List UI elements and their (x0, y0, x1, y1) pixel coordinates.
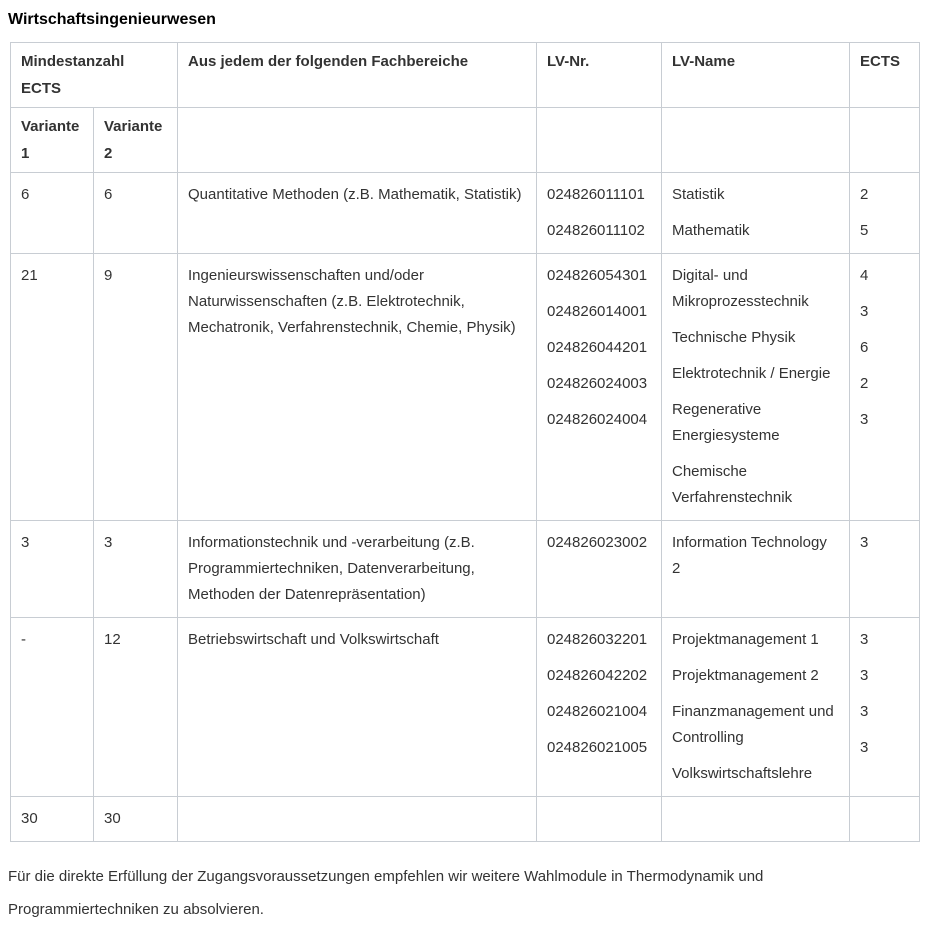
header-variante-1: Variante 1 (11, 108, 94, 173)
cell-variante-1: - (11, 618, 94, 797)
table-row (11, 618, 920, 797)
empty-cell (850, 797, 920, 842)
ects-value: 3 (860, 534, 869, 551)
lv-name-value: Projektmanagement 2 (672, 667, 819, 684)
cell-variante-1: 21 (11, 254, 94, 521)
empty-cell (662, 108, 850, 173)
empty-cell (537, 108, 662, 173)
lv-name-value: Regenerative Energiesysteme (672, 401, 780, 444)
lv-name-value: Chemische Verfahrenstechnik (672, 463, 793, 506)
cell-fachbereich: Ingenieurswissenschaften und/oder Naturwissenschaften (z.B. Elektrotechnik, Mechatronik, Verfahrenstechnik, Chemie, Physik) (178, 254, 537, 521)
cell-ects (850, 521, 920, 618)
lv-name-value: Volkswirtschaftslehre (672, 765, 813, 782)
total-variante-1: 30 (11, 797, 94, 842)
cell-variante-2: 12 (94, 618, 178, 797)
empty-cell (178, 797, 537, 842)
lv-nr-value: 024826024004 (547, 411, 648, 428)
total-variante-2: 30 (94, 797, 178, 842)
lv-name-value: Digital- und Mikroprozesstechnik (672, 267, 809, 310)
cell-lv-nr (537, 618, 662, 797)
empty-cell (662, 797, 850, 842)
ects-value: 2 (860, 375, 869, 392)
lv-name-value: Statistik (672, 186, 725, 203)
ects-value: 6 (860, 339, 869, 356)
ects-value: 4 (860, 267, 869, 284)
lv-nr-value: 024826023002 (547, 534, 648, 551)
lv-nr-value: 024826032201 (547, 631, 648, 648)
lv-nr-value: 024826044201 (547, 339, 648, 356)
ects-value: 5 (860, 222, 869, 239)
lv-nr-value: 024826042202 (547, 667, 648, 684)
cell-fachbereich: Informationstechnik und -verarbeitung (z.B. Programmiertechniken, Datenverarbeitung, Methoden der Datenrepräsentation) (178, 521, 537, 618)
cell-fachbereich: Betriebswirtschaft und Volkswirtschaft (178, 618, 537, 797)
lv-name-value: Finanzmanagement und Controlling (672, 703, 834, 746)
lv-nr-value: 024826054301 (547, 267, 648, 284)
cell-variante-2: 6 (94, 173, 178, 254)
ects-value: 3 (860, 667, 869, 684)
cell-lv-name (662, 173, 850, 254)
cell-lv-name (662, 618, 850, 797)
lv-nr-value: 024826021004 (547, 703, 648, 720)
header-ects: ECTS (850, 43, 920, 108)
cell-ects (850, 173, 920, 254)
cell-fachbereich: Quantitative Methoden (z.B. Mathematik, Statistik) (178, 173, 537, 254)
header-fachbereiche: Aus jedem der folgenden Fachbereiche (178, 43, 537, 108)
table-row (11, 521, 920, 618)
lv-nr-value: 024826011102 (547, 222, 645, 239)
header-row-2 (11, 108, 920, 173)
table-row (11, 173, 920, 254)
cell-variante-1: 6 (11, 173, 94, 254)
ects-value: 3 (860, 739, 869, 756)
cell-ects (850, 254, 920, 521)
cell-variante-2: 9 (94, 254, 178, 521)
lv-name-value: Elektrotechnik / Energie (672, 365, 831, 382)
cell-ects (850, 618, 920, 797)
lv-nr-value: 024826021005 (547, 739, 648, 756)
lv-name-value: Mathematik (672, 222, 750, 239)
ects-value: 3 (860, 703, 869, 720)
ects-value: 3 (860, 631, 869, 648)
lv-name-value: Information Technology 2 (672, 534, 827, 577)
header-lv-nr: LV-Nr. (537, 43, 662, 108)
cell-lv-nr (537, 254, 662, 521)
empty-cell (850, 108, 920, 173)
cell-lv-name (662, 521, 850, 618)
cell-variante-2: 3 (94, 521, 178, 618)
empty-cell (178, 108, 537, 173)
ects-value: 2 (860, 186, 869, 203)
lv-nr-value: 024826011101 (547, 186, 645, 203)
header-mindestanzahl-ects: Mindestanzahl ECTS (11, 43, 178, 108)
table-row (11, 254, 920, 521)
header-lv-name: LV-Name (662, 43, 850, 108)
lv-name-value: Projektmanagement 1 (672, 631, 819, 648)
footer-note: Für die direkte Erfüllung der Zugangsvoraussetzungen empfehlen wir weitere Wahlmodule in Thermodynamik und Programmiertechniken zu absolvieren. (8, 868, 764, 918)
page-title: Wirtschaftsingenieurwesen (8, 11, 216, 28)
requirements-table (10, 42, 920, 842)
lv-name-value: Technische Physik (672, 329, 796, 346)
header-row-1 (11, 43, 920, 108)
cell-lv-nr (537, 173, 662, 254)
total-row (11, 797, 920, 842)
cell-lv-nr (537, 521, 662, 618)
lv-nr-value: 024826014001 (547, 303, 648, 320)
lv-nr-value: 024826024003 (547, 375, 648, 392)
cell-variante-1: 3 (11, 521, 94, 618)
ects-value: 3 (860, 411, 869, 428)
ects-value: 3 (860, 303, 869, 320)
empty-cell (537, 797, 662, 842)
header-variante-2: Variante 2 (94, 108, 178, 173)
cell-lv-name (662, 254, 850, 521)
